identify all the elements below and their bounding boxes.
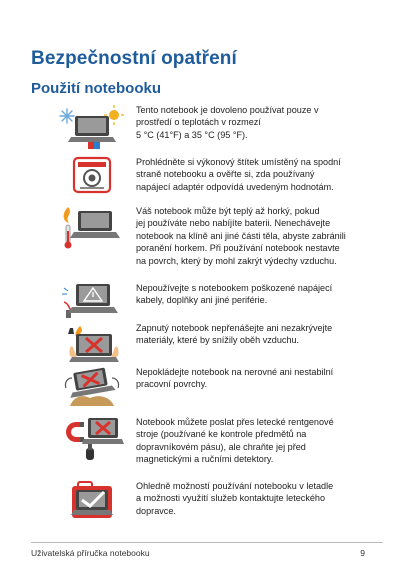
list-item-text: Nepokládejte notebook na nerovné ani nestabilní pracovní povrchy. <box>136 367 334 390</box>
section-title: Použití notebooku <box>31 80 161 97</box>
list-item <box>58 205 398 267</box>
page-title: Bezpečnostní opatření <box>31 48 237 69</box>
list-item <box>58 156 398 202</box>
list-item-text: Nepoužívejte s notebookem poškozené napájecí kabely, doplňky ani jiné periférie. <box>136 283 333 306</box>
unstable-surface-icon <box>58 366 126 412</box>
no-carry-powered-on-icon <box>58 322 126 368</box>
list-item <box>58 104 398 150</box>
footer-title: Uživatelská příručka notebooku <box>31 548 150 558</box>
airline-services-icon <box>58 480 126 526</box>
footer-divider <box>31 542 383 543</box>
list-item-text: Tento notebook je dovoleno používat pouze v prostředí o teplotách v rozmezí 5 °C (41°F) a 35 °C (95 °F). <box>136 105 319 140</box>
list-item <box>58 366 398 412</box>
magnetic-detector-icon <box>58 416 126 462</box>
list-item <box>58 480 398 526</box>
page-number: 9 <box>360 548 365 558</box>
list-item-text: Notebook můžete poslat přes letecké rentgenové stroje (používané ke kontrole předmětů na dopravníkovém pásu), ale chraňte jej před magnetickými a ručními detektory. <box>136 417 334 465</box>
list-item-text: Váš notebook může být teplý až horký, pokud jej používáte nebo nabíjíte baterii. Nenechávejte notebook na klíně ani jiné části těla, abyste zabránili poranění horkem. Při používání notebook nestavte na povrch, který by mohl zakrýt výdechy vzduchu. <box>136 206 346 266</box>
list-item <box>58 322 398 368</box>
list-item-text: Ohledně možností používání notebooku v letadle a možnosti využití služeb kontaktujte leteckého dopravce. <box>136 481 334 516</box>
rating-label-icon <box>58 156 126 202</box>
temperature-range-icon <box>58 104 126 150</box>
list-item <box>58 416 398 466</box>
hot-notebook-icon <box>58 205 126 251</box>
list-item-text: Prohlédněte si výkonový štítek umístěný na spodní straně notebooku a ověřte si, zda používaný napájecí adaptér odpovídá uvedeným hodnotám. <box>136 157 341 192</box>
list-item-text: Zapnutý notebook nepřenášejte ani nezakrývejte materiály, které by snížily oběh vzduchu. <box>136 323 333 346</box>
